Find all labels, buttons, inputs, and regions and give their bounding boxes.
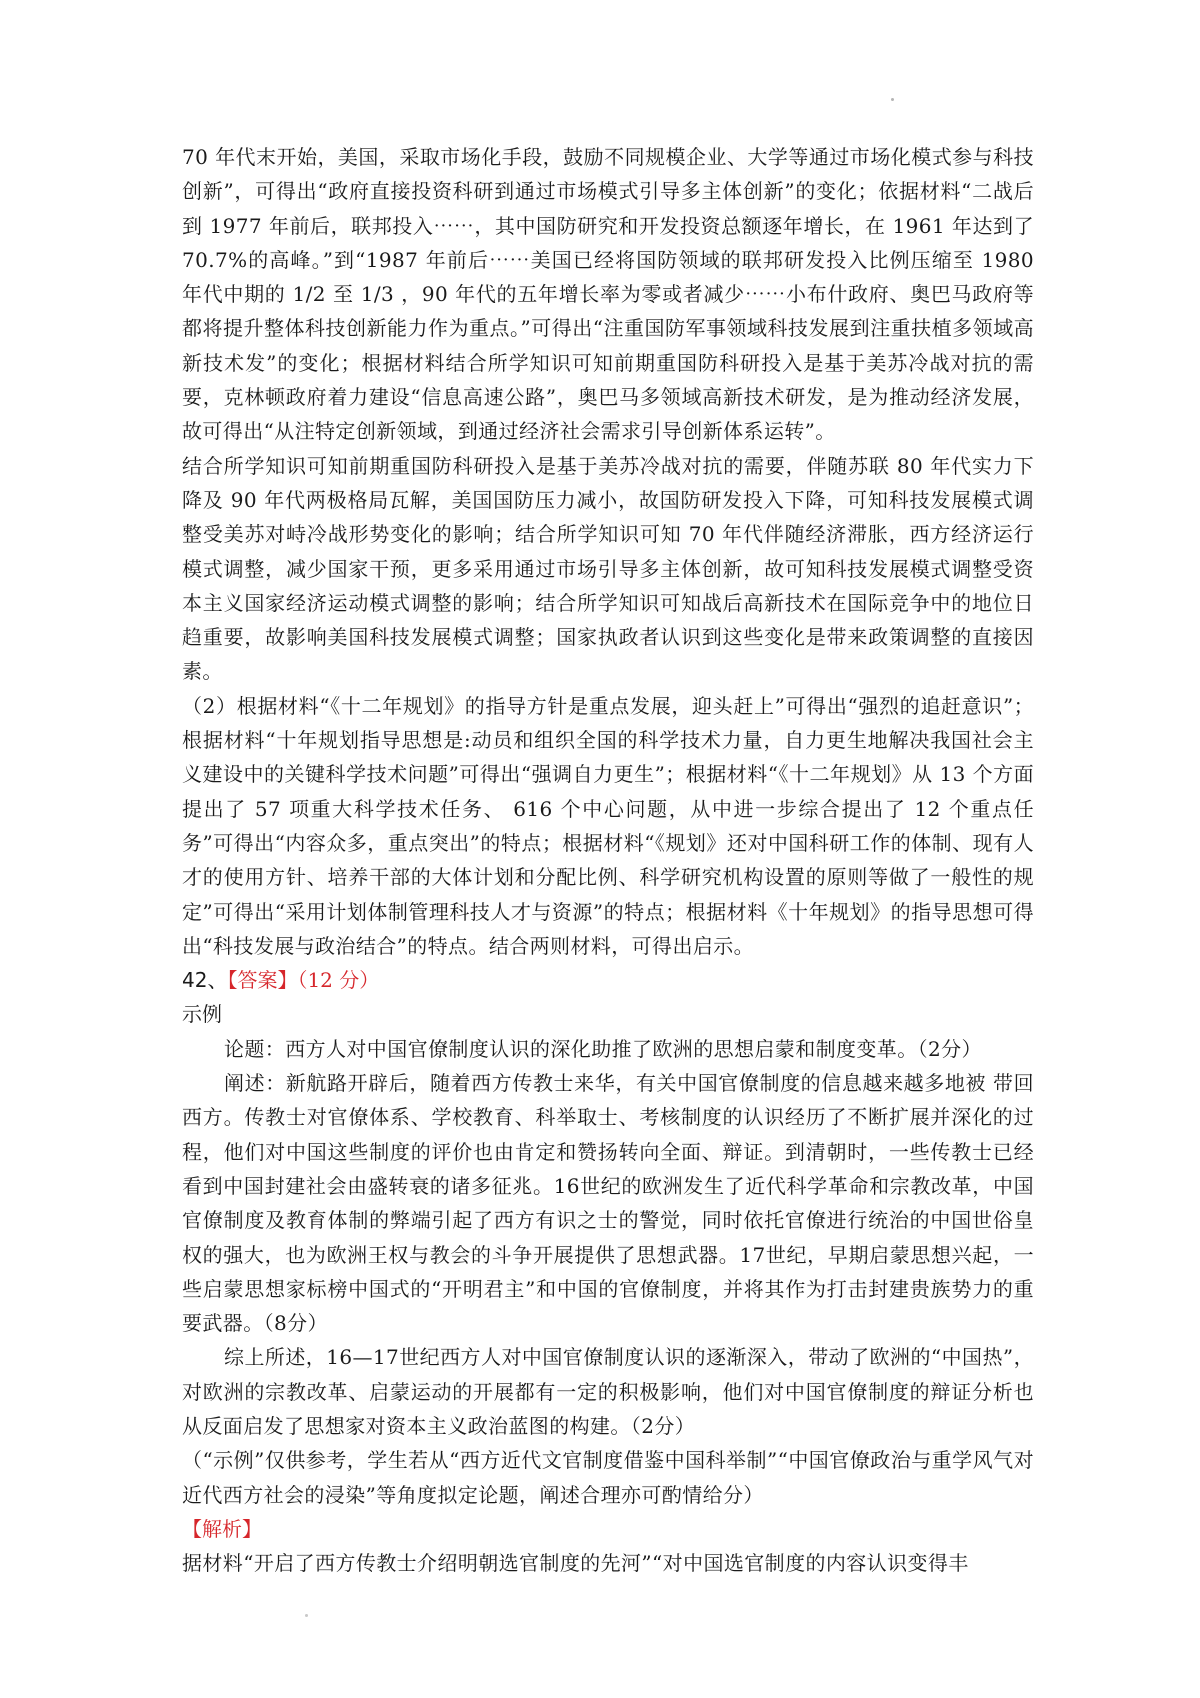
score-label: （12 分） bbox=[297, 968, 380, 993]
grading-note: （“示例”仅供参考，学生若从“西方近代文官制度借鉴中国科举制”“中国官僚政治与重学风气对近代西方社会的浸染”等角度拟定论题，阐述合理亦可酌情给分） bbox=[182, 1448, 1034, 1507]
scan-speck-bottom bbox=[305, 1614, 308, 1617]
document-body bbox=[182, 140, 1034, 1580]
question-number: 42、 bbox=[182, 968, 228, 993]
paragraph-us-tech-analysis: 70 年代末开始，美国，采取市场化手段，鼓励不同规模企业、大学等通过市场化模式参与科技创新”，可得出“政府直接投资科研到通过市场模式引导多主体创新”的变化；依据材料“二战后到 1977 年前后，联邦投入⋯⋯，其中国防研究和开发投资总额逐年增长，在 1961 年达到了 70.7%的高峰。”到“1987 年前后⋯⋯美国已经将国防领域的联邦研发投入比例压缩至 1980 年代中期的 1/2 至 1/3 ，90 年代的五年增长率为零或者减少⋯⋯小布什政府、奥巴马政府等都将提升整体科技创新能力作为重点。”可得出“注重国防军事领域科技发展到注重扶植多领域高新技术发”的变化；根据材料结合所学知识可知前期重国防科研投入是基于美苏冷战对抗的需要，克林顿政府着力建设“信息高速公路”，奥巴马多领域高新技术研发，是为推动经济发展，故可得出“从注特定创新领域，到通过经济社会需求引导创新体系运转”。 bbox=[182, 145, 1034, 444]
scan-speck-top bbox=[891, 98, 894, 101]
elaboration-paragraph: 阐述：新航路开辟后，随着西方传教士来华，有关中国官僚制度的信息越来越多地被 带回西方。传教士对官僚体系、学校教育、科举取士、考核制度的认识经历了不断扩展并深化的过程，他们对中国这些制度的评价也由肯定和赞扬转向全面、辩证。到清朝时，一些传教士已经看到中国封建社会由盛转衰的诸多征兆。16世纪的欧洲发生了近代科学革命和宗教改革，中国官僚制度及教育体制的弊端引起了西方有识之士的警觉，同时依托官僚进行统治的中国世俗皇权的强大，也为欧洲王权与教会的斗争开展提供了思想武器。17世纪，早期启蒙思想兴起，一些启蒙思想家标榜中国式的“开明君主”和中国的官僚制度，并将其作为打击封建贵族势力的重要武器。（8分） bbox=[182, 1071, 1034, 1336]
conclusion-paragraph: 综上所述，16—17世纪西方人对中国官僚制度认识的逐渐深入，带动了欧洲的“中国热”，对欧洲的宗教改革、启蒙运动的开展都有一定的积极影响，他们对中国官僚制度的辩证分析也从反面启发了思想家对资本主义政治蓝图的构建。（2分） bbox=[182, 1345, 1034, 1438]
answer-tag: 【答案】 bbox=[227, 968, 298, 993]
analysis-paragraph: 据材料“开启了西方传教士介绍明朝选官制度的先河”“对中国选官制度的内容认识变得丰 bbox=[182, 1551, 969, 1576]
paragraph-china-plan-analysis: （2）根据材料“《十二年规划》的指导方针是重点发展，迎头赶上”可得出“强烈的追赶意识”；根据材料“十年规划指导思想是:动员和组织全国的科学技术力量，自力更生地解决我国社会主义建设中的关键科学技术问题”可得出“强调自力更生”；根据材料“《十二年规划》从 13 个方面提出了 57 项重大科学技术任务、 616 个中心问题，从中进一步综合提出了 12 个重点任务”可得出“内容众多，重点突出”的特点；根据材料“《规划》还对中国科研工作的体制、现有人才的使用方针、培养干部的大体计划和分配比例、科学研究机构设置的原则等做了一般性的规定”可得出“采用计划体制管理科技人才与资源”的特点；根据材料《十年规划》的指导思想可得出“科技发展与政治结合”的特点。结合两则材料，可得出启示。 bbox=[182, 693, 1034, 958]
example-label: 示例 bbox=[182, 1002, 222, 1027]
thesis-paragraph: 论题：西方人对中国官僚制度认识的深化助推了欧洲的思想启蒙和制度变革。（2分） bbox=[224, 1036, 982, 1061]
question-42-heading bbox=[182, 963, 1034, 997]
analysis-tag: 【解析】 bbox=[182, 1516, 262, 1541]
paragraph-us-tech-factors: 结合所学知识可知前期重国防科研投入是基于美苏冷战对抗的需要，伴随苏联 80 年代实力下降及 90 年代两极格局瓦解，美国国防压力减小，故国防研发投入下降，可知科技发展模式调整受美苏对峙冷战形势变化的影响；结合所学知识可知 70 年代伴随经济滞胀，西方经济运行模式调整，减少国家干预，更多采用通过市场引导多主体创新，故可知科技发展模式调整受资本主义国家经济运动模式调整的影响；结合所学知识可知战后高新技术在国际竞争中的地位日趋重要，故影响美国科技发展模式调整；国家执政者认识到这些变化是带来政策调整的直接因素。 bbox=[182, 453, 1034, 684]
